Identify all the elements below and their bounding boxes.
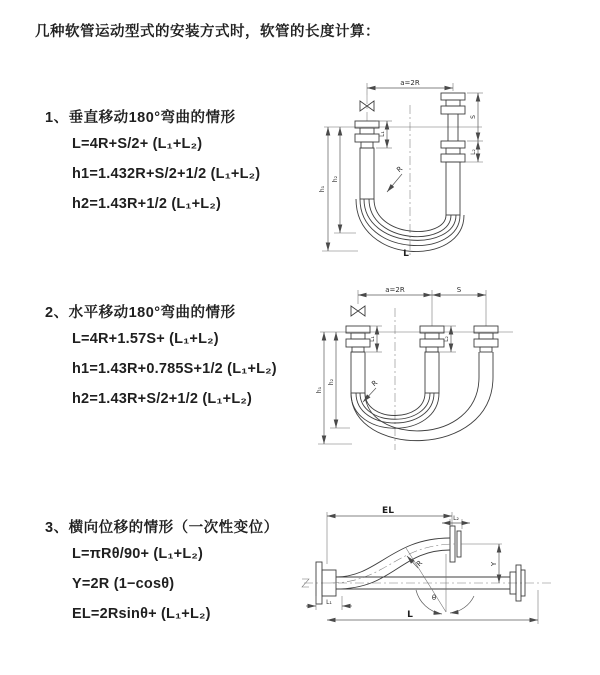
right-braid-section <box>446 162 460 215</box>
stroke-dimension <box>432 286 486 295</box>
h2-dimension-label: h₂ <box>328 378 335 386</box>
h1-dimension-label: h₁ <box>316 386 323 394</box>
h2-dimension <box>332 127 356 233</box>
diagram-horizontal-180-bend <box>308 282 558 462</box>
right-hose-walls <box>479 352 493 377</box>
stroke-dimension <box>467 93 483 141</box>
el-dimension-label: EL <box>382 506 394 516</box>
fitting1-dimension-label: L₁ <box>369 336 376 342</box>
section-3-formula-Y: Y=2R (1−cosθ) <box>72 576 175 592</box>
span-dimension <box>358 286 486 326</box>
left-braid-section <box>351 352 365 393</box>
length-dimension-label: L <box>407 610 413 620</box>
h1-dimension <box>316 332 352 444</box>
section-1-formula-h1: h1=1.432R+S/2+1/2 (L₁+L₂) <box>72 166 261 182</box>
length-label: L <box>403 249 409 259</box>
valve-icon <box>351 306 365 316</box>
fitting2-dimension-label: L₂ <box>470 149 477 155</box>
span-dimension <box>367 79 453 95</box>
section-3-heading: 3、横向位移的情形（一次性变位） <box>45 520 279 536</box>
section-2-formula-h2: h2=1.43R+S/2+1/2 (L₁+L₂) <box>72 391 253 407</box>
right-flange-fitting <box>474 326 498 352</box>
section-1-formula-L: L=4R+S/2+ (L₁+L₂) <box>72 136 203 152</box>
h2-dimension-label: h₂ <box>332 175 339 183</box>
left-flange-fitting <box>355 121 379 148</box>
fitting1-dimension <box>306 596 352 610</box>
middle-braid-section <box>425 352 439 393</box>
radius-callout <box>387 165 404 192</box>
fitting2-dimension <box>442 515 470 529</box>
fitting2-dimension-label: L₂ <box>443 336 450 342</box>
stroke-dimension-label: S <box>456 286 462 294</box>
fitting1-dimension <box>376 121 392 148</box>
right-flange-fitting-upper <box>441 93 465 141</box>
fitting1-dimension-label: L₁ <box>379 131 386 137</box>
section-3-formula-L: L=πRθ/90+ (L₁+L₂) <box>72 546 204 562</box>
radius-label: R <box>370 378 380 389</box>
diagram-lateral-displacement <box>298 498 573 648</box>
left-braid-section <box>360 148 374 199</box>
fitting1-dimension-label: L₁ <box>326 599 332 606</box>
page-title: 几种软管运动型式的安装方式时，软管的长度计算： <box>35 24 380 40</box>
middle-flange-fitting <box>420 326 444 352</box>
radius-label: R <box>395 164 405 175</box>
stroke-dimension-label: S <box>470 115 477 119</box>
span-dimension-label: a=2R <box>385 286 405 294</box>
fitting2-dimension-label: L₂ <box>453 515 459 522</box>
fitting1-dimension <box>366 326 382 352</box>
upper-flange-fitting <box>450 526 461 562</box>
section-2-heading: 2、水平移动180°弯曲的情形 <box>45 305 236 321</box>
radius-label: R <box>415 559 425 569</box>
hose-s-curve <box>330 538 456 589</box>
h1-dimension-label: h₁ <box>319 185 326 193</box>
span-dimension-label: a=2R <box>400 79 420 87</box>
section-2-formula-h1: h1=1.43R+0.785S+1/2 (L₁+L₂) <box>72 361 277 377</box>
section-1-formula-h2: h2=1.43R+1/2 (L₁+L₂) <box>72 196 222 212</box>
left-flange-fitting <box>346 326 370 352</box>
h1-dimension <box>319 127 358 251</box>
h2-dimension <box>328 332 350 428</box>
right-flange-fitting-lower <box>441 141 465 162</box>
el-dimension <box>327 506 452 564</box>
theta-label: θ <box>431 594 437 602</box>
section-3-formula-EL: EL=2Rsinθ+ (L₁+L₂) <box>72 606 211 622</box>
y-dimension-label: Y <box>490 561 498 567</box>
section-2-formula-L: L=4R+1.57S+ (L₁+L₂) <box>72 331 219 347</box>
section-1-heading: 1、垂直移动180°弯曲的情形 <box>45 110 236 126</box>
fitting2-dimension <box>440 326 456 352</box>
diagram-vertical-180-bend <box>310 75 540 260</box>
